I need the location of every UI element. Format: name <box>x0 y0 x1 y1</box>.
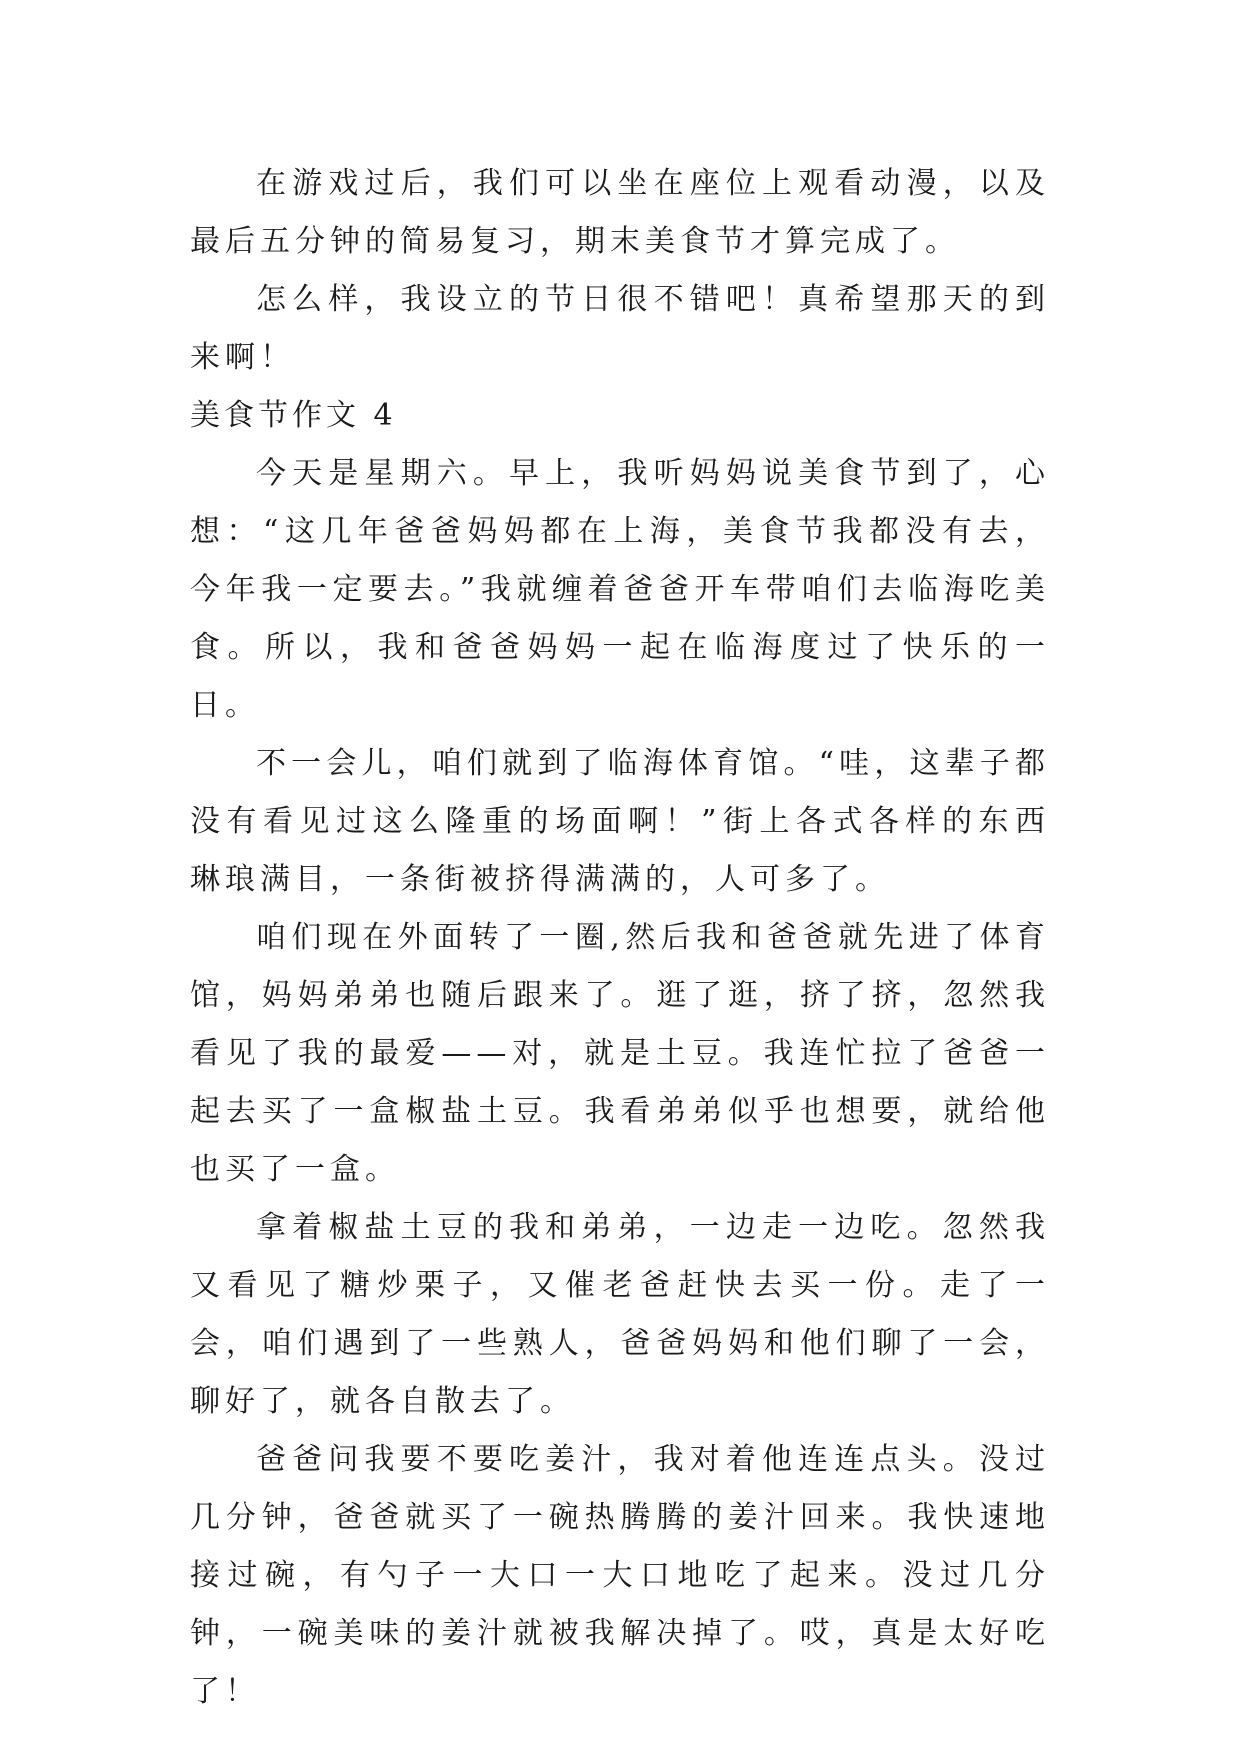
paragraph-chestnuts: 拿着椒盐土豆的我和弟弟，一边走一边吃。忽然我又看见了糖炒栗子，又催老爸赶快去买一份。走了一会，咱们遇到了一些熟人，爸爸妈妈和他们聊了一会，聊好了，就各自散去了。 <box>190 1210 1050 1419</box>
paragraph-festival-wish: 怎么样，我设立的节日很不错吧！真希望那天的到来啊！ <box>190 282 1050 375</box>
section-title: 美食节作文 4 <box>190 398 397 433</box>
paragraph-potatoes: 咱们现在外面转了一圈,然后我和爸爸就先进了体育馆，妈妈弟弟也随后跟来了。逛了逛，挤了挤，忽然我看见了我的最爱——对，就是土豆。我连忙拉了爸爸一起去买了一盒椒盐土豆。我看弟弟似乎也想要，就给他也买了一盒。 <box>190 920 1050 1187</box>
paragraph-saturday: 今天是星期六。早上，我听妈妈说美食节到了，心想：“这几年爸爸妈妈都在上海，美食节我都没有去，今年我一定要去。”我就缠着爸爸开车带咱们去临海吃美食。所以，我和爸爸妈妈一起在临海度过了快乐的一日。 <box>190 456 1050 723</box>
paragraph-after-game: 在游戏过后，我们可以坐在座位上观看动漫，以及最后五分钟的简易复习，期末美食节才算完成了。 <box>190 166 1050 259</box>
paragraph-stadium: 不一会儿，咱们就到了临海体育馆。“哇，这辈子都没有看见过这么隆重的场面啊！”街上各式各样的东西琳琅满目，一条街被挤得满满的，人可多了。 <box>190 746 1050 897</box>
essay-body <box>190 155 1050 1721</box>
paragraph-ginger-juice: 爸爸问我要不要吃姜汁，我对着他连连点头。没过几分钟，爸爸就买了一碗热腾腾的姜汁回来。我快速地接过碗，有勺子一大口一大口地吃了起来。没过几分钟，一碗美味的姜汁就被我解决掉了。哎，真是太好吃了！ <box>190 1442 1050 1709</box>
